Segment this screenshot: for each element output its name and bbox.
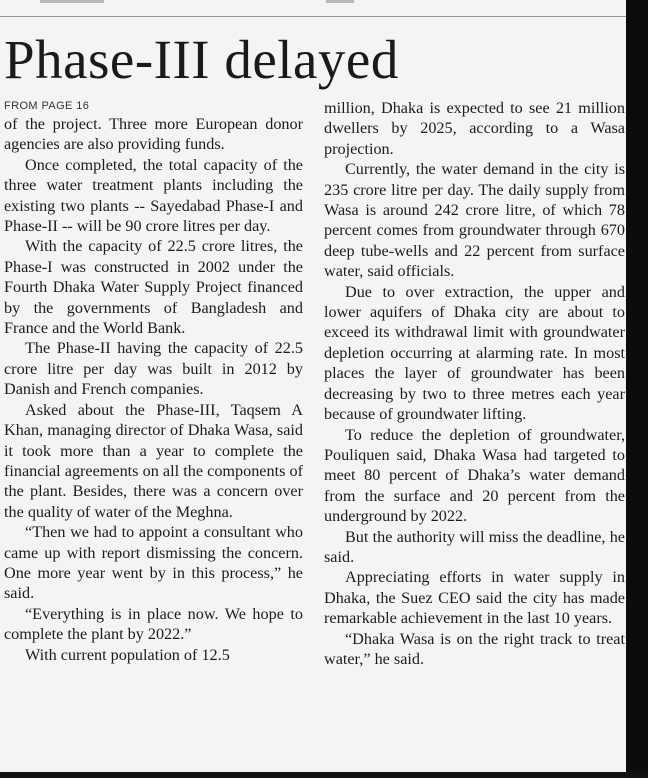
previous-article-rule-left <box>40 0 104 3</box>
article-paragraph: of the project. Three more European donor agencies are also providing funds. <box>4 115 303 154</box>
section-divider <box>0 16 626 17</box>
article-paragraph: Currently, the water demand in the city is 235 crore litre per day. The daily supply from Wasa is around 242 crore litre, of which 78 percent comes from groundwater through 670 deep tube-wells and 22 percent from surface water, said officials. <box>324 160 625 281</box>
article-column-right <box>324 98 625 774</box>
article-paragraph: To reduce the depletion of groundwater, Pouliquen said, Dhaka Wasa had targeted to meet 80 percent of Dhaka’s water demand from the surface and 20 percent from the underground by 2022. <box>324 425 625 526</box>
previous-article-rule-right <box>326 0 354 3</box>
article-paragraph: The Phase-II having the capacity of 22.5 crore litre per day was built in 2012 by Danish and French companies. <box>4 339 303 399</box>
article-paragraph: Appreciating efforts in water supply in Dhaka, the Suez CEO said the city has made remarkable achievement in the last 10 years. <box>324 568 625 628</box>
article-paragraph: million, Dhaka is expected to see 21 million dwellers by 2025, according to a Wasa projection. <box>324 99 625 158</box>
article-headline: Phase-III delayed <box>4 29 399 90</box>
page-edge-shadow <box>626 0 648 778</box>
continued-from-label: FROM PAGE 16 <box>4 100 90 112</box>
article-paragraph: “Then we had to appoint a consultant who came up with report dismissing the concern. One more year went by in this process,” he said. <box>4 523 303 603</box>
article-paragraph: With the capacity of 22.5 crore litres, the Phase-I was constructed in 2002 under the Fourth Dhaka Water Supply Project financed by the governments of Bangladesh and France and the World Bank. <box>4 237 303 338</box>
article-paragraph: But the authority will miss the deadline, he said. <box>324 527 625 566</box>
article-paragraph: “Everything is in place now. We hope to complete the plant by 2022.” <box>4 604 303 644</box>
article-paragraph: With current population of 12.5 <box>25 645 230 664</box>
article-paragraph: “Dhaka Wasa is on the right track to treat water,” he said. <box>324 629 625 668</box>
article-paragraph: Once completed, the total capacity of the three water treatment plants including the existing two plants -- Sayedabad Phase-I and Phase-II -- will be 90 crore litres per day. <box>4 155 303 236</box>
article-paragraph: Asked about the Phase-III, Taqsem A Khan, managing director of Dhaka Wasa, said it took more than a year to complete the financial agreements on all the components of the plant. Besides, there was a concern over the quality of water of the Meghna. <box>4 400 303 521</box>
article-paragraph: Due to over extraction, the upper and lower aquifers of Dhaka city are about to exceed its withdrawal limit with groundwater depletion occurring at alarming rate. In most places the layer of groundwater has been decreasing by two to three metres each year because of groundwater lifting. <box>324 282 625 424</box>
article-column-left <box>4 98 303 774</box>
